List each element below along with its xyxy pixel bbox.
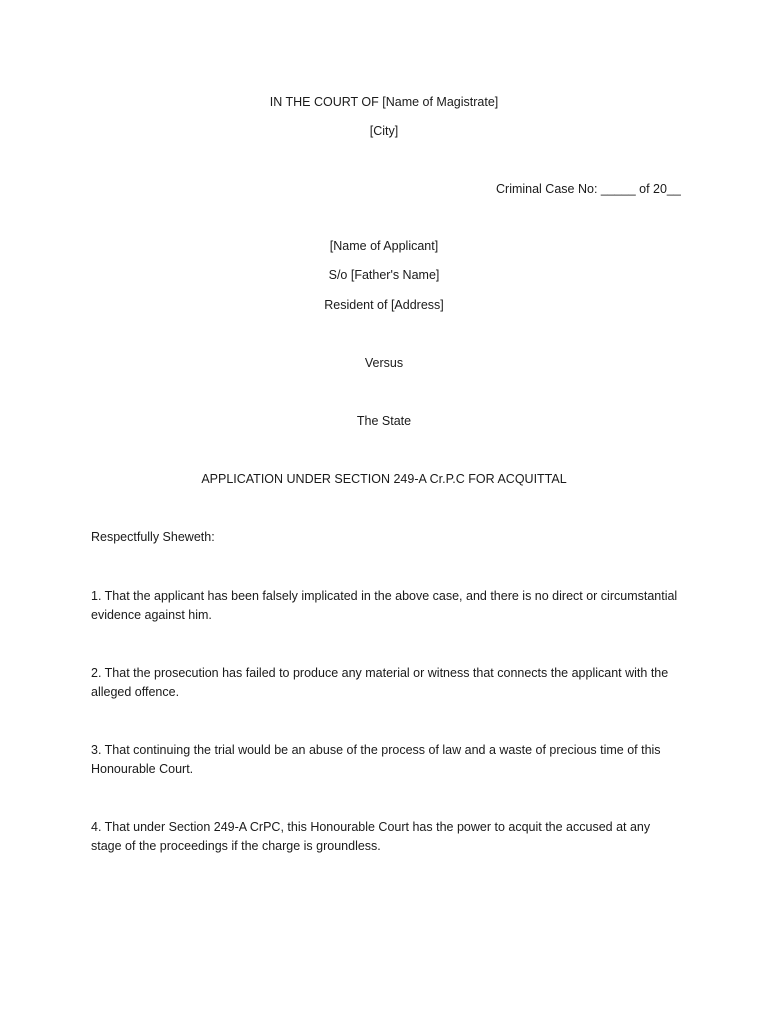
paragraph-1: 1. That the applicant has been falsely implicated in the above case, and there is no direct or circumstantial evidence against him. xyxy=(91,589,678,622)
versus-label: Versus xyxy=(364,356,404,370)
respondent-name: The State xyxy=(356,414,412,428)
court-heading: IN THE COURT OF [Name of Magistrate] xyxy=(269,95,499,109)
paragraph-2: 2. That the prosecution has failed to produce any material or witness that connects the applicant with the alleged offence. xyxy=(91,666,669,699)
paragraph-3: 3. That continuing the trial would be an abuse of the process of law and a waste of precious time of this Honourable Court. xyxy=(91,743,661,776)
applicant-name: [Name of Applicant] xyxy=(329,239,439,253)
case-number: Criminal Case No: _____ of 20__ xyxy=(496,182,681,196)
city-heading: [City] xyxy=(369,124,399,138)
applicant-address: Resident of [Address] xyxy=(324,298,444,312)
salutation: Respectfully Sheweth: xyxy=(91,530,215,544)
application-title: APPLICATION UNDER SECTION 249-A Cr.P.C FOR ACQUITTAL xyxy=(201,472,567,486)
paragraph-4: 4. That under Section 249-A CrPC, this Honourable Court has the power to acquit the accused at any stage of the proceedings if the charge is groundless. xyxy=(91,820,651,853)
applicant-father: S/o [Father's Name] xyxy=(328,268,440,282)
